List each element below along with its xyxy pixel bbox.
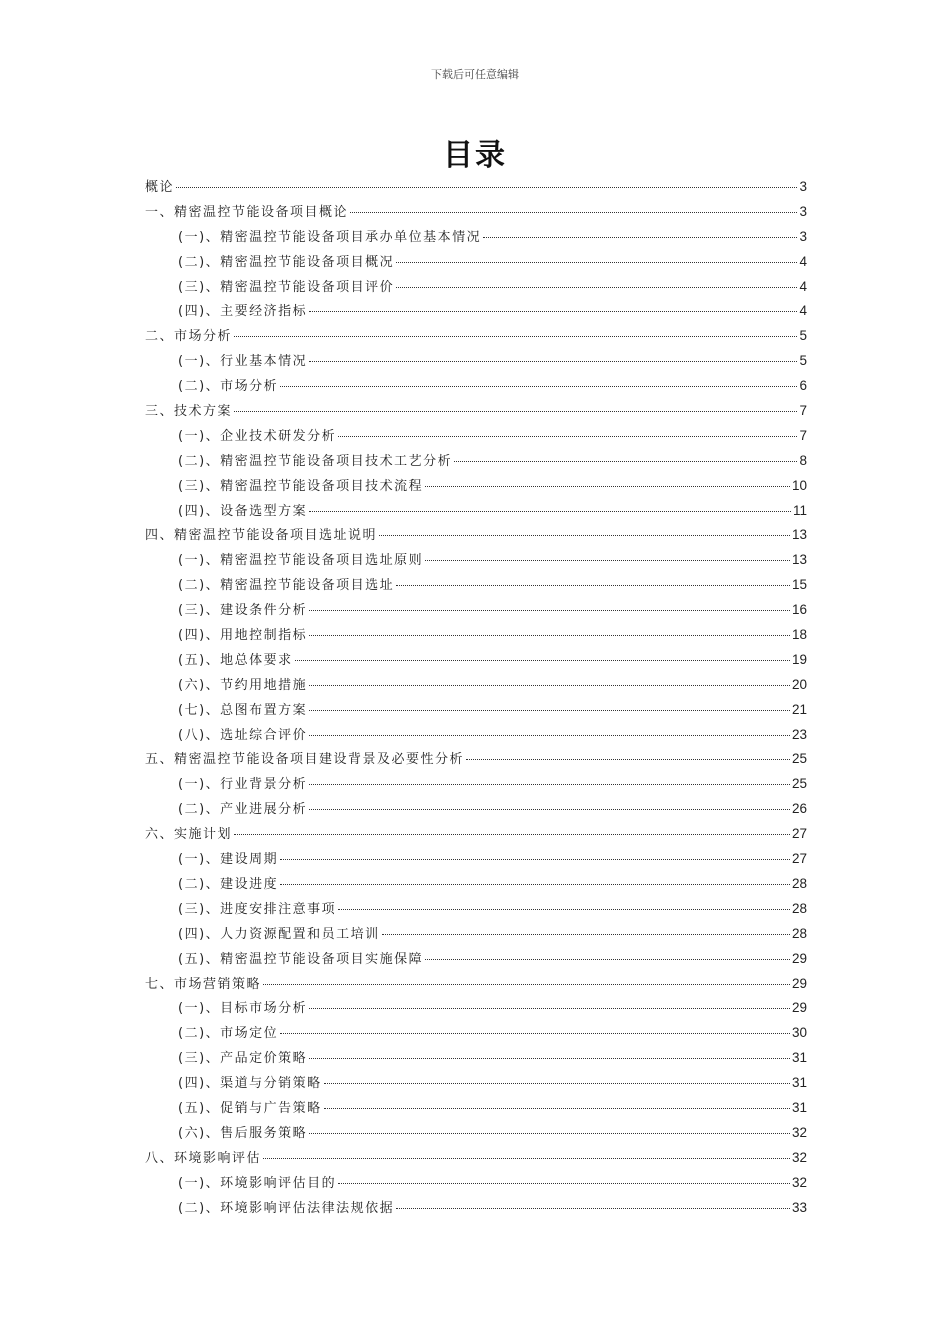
toc-page-number: 3 [799,203,807,219]
toc-dot-leader [309,783,790,785]
toc-page-number: 25 [791,751,807,767]
toc-entry-subsection[interactable] [145,1021,807,1046]
toc-entry-subsection[interactable] [145,648,807,673]
toc-entry-title: (三)、建设条件分析 [178,603,308,619]
toc-entry-title: 三、技术方案 [145,404,233,420]
toc-dot-leader [350,211,797,213]
toc-dot-leader [396,584,790,586]
toc-entry-title: (二)、建设进度 [178,876,279,892]
toc-page-number: 5 [799,328,807,344]
toc-dot-leader [483,236,797,238]
toc-page-number: 29 [791,950,807,966]
toc-dot-leader [309,360,797,362]
toc-dot-leader [309,684,790,686]
toc-entry-subsection[interactable] [145,299,807,324]
toc-dot-leader [295,659,790,661]
toc-entry-subsection[interactable] [145,673,807,698]
toc-entry-title: (四)、渠道与分销策略 [178,1076,322,1092]
page-header: 下载后可任意编辑 [431,68,519,81]
toc-entry-title: (三)、产品定价策略 [178,1051,308,1067]
toc-entry-subsection[interactable] [145,1046,807,1071]
toc-entry-subsection[interactable] [145,1096,807,1121]
toc-page-number: 23 [791,726,807,742]
toc-entry-subsection[interactable] [145,474,807,499]
toc-entry-subsection[interactable] [145,1171,807,1196]
toc-dot-leader [425,485,790,487]
toc-dot-leader [309,734,790,736]
toc-page-number: 28 [791,900,807,916]
toc-dot-leader [396,286,797,288]
page-title: 目录 [443,138,507,173]
toc-dot-leader [338,1182,790,1184]
toc-entry-subsection[interactable] [145,424,807,449]
toc-entry-section[interactable] [145,175,807,200]
toc-entry-title: (四)、人力资源配置和员工培训 [178,926,380,942]
toc-dot-leader [309,510,791,512]
toc-page-number: 13 [791,527,807,543]
toc-dot-leader [309,1007,790,1009]
toc-page-number: 31 [791,1050,807,1066]
toc-dot-leader [324,1082,790,1084]
toc-page-number: 32 [791,1174,807,1190]
toc-dot-leader [324,1107,790,1109]
toc-page-number: 11 [792,502,807,518]
toc-entry-subsection[interactable] [145,573,807,598]
toc-page-number: 20 [791,676,807,692]
toc-entry-subsection[interactable] [145,1071,807,1096]
toc-page-number: 31 [791,1099,807,1115]
toc-entry-title: 七、市场营销策略 [145,976,262,992]
toc-entry-subsection[interactable] [145,1121,807,1146]
toc-page-number: 31 [791,1075,807,1091]
toc-page-number: 28 [791,925,807,941]
toc-entry-title: (一)、行业背景分析 [178,777,308,793]
toc-entry-title: (二)、精密温控节能设备项目选址 [178,578,395,594]
toc-entry-title: (五)、地总体要求 [178,652,293,668]
toc-entry-title: (八)、选址综合评价 [178,727,308,743]
toc-dot-leader [280,385,797,387]
toc-entry-title: (四)、主要经济指标 [178,304,308,320]
toc-dot-leader [396,261,797,263]
toc-entry-section[interactable] [145,822,807,847]
toc-entry-title: (二)、市场分析 [178,379,279,395]
toc-page-number: 4 [799,278,807,294]
toc-entry-subsection[interactable] [145,872,807,897]
toc-entry-title: (三)、精密温控节能设备项目评价 [178,279,395,295]
toc-dot-leader [234,833,790,835]
toc-page-number: 6 [799,378,807,394]
toc-page-number: 29 [791,975,807,991]
toc-dot-leader [454,460,797,462]
toc-entry-title: (二)、精密温控节能设备项目技术工艺分析 [178,453,453,469]
toc-entry-title: (五)、精密温控节能设备项目实施保障 [178,951,424,967]
toc-entry-subsection[interactable] [145,374,807,399]
toc-entry-title: (七)、总图布置方案 [178,702,308,718]
toc-entry-title: (一)、精密温控节能设备项目承办单位基本情况 [178,229,482,245]
toc-entry-subsection[interactable] [145,847,807,872]
toc-entry-subsection[interactable] [145,623,807,648]
toc-page-number: 25 [791,776,807,792]
toc-entry-subsection[interactable] [145,250,807,275]
toc-entry-section[interactable] [145,747,807,772]
toc-entry-subsection[interactable] [145,996,807,1021]
toc-entry-title: (二)、精密温控节能设备项目概况 [178,254,395,270]
toc-entry-section[interactable] [145,972,807,997]
table-of-contents [145,175,807,1220]
toc-entry-title: (四)、用地控制指标 [178,628,308,644]
toc-entry-subsection[interactable] [145,698,807,723]
toc-entry-subsection[interactable] [145,598,807,623]
toc-entry-title: (五)、促销与广告策略 [178,1100,322,1116]
toc-entry-subsection[interactable] [145,449,807,474]
toc-dot-leader [466,758,790,760]
toc-entry-title: 一、精密温控节能设备项目概论 [145,204,349,220]
toc-dot-leader [280,858,790,860]
toc-dot-leader [234,335,797,337]
toc-page-number: 8 [799,452,807,468]
toc-page-number: 3 [799,228,807,244]
toc-page-number: 19 [791,651,807,667]
toc-entry-title: 六、实施计划 [145,827,233,843]
toc-page-number: 30 [791,1025,807,1041]
toc-page-number: 27 [791,851,807,867]
toc-entry-subsection[interactable] [145,1196,807,1221]
toc-dot-leader [263,1157,790,1159]
toc-page-number: 28 [791,875,807,891]
toc-page-number: 21 [791,701,807,717]
toc-dot-leader [309,634,790,636]
toc-entry-section[interactable] [145,399,807,424]
toc-entry-subsection[interactable] [145,797,807,822]
toc-entry-title: (三)、精密温控节能设备项目技术流程 [178,478,424,494]
toc-entry-title: (四)、设备选型方案 [178,503,308,519]
toc-entry-title: (一)、行业基本情况 [178,354,308,370]
toc-dot-leader [309,1057,790,1059]
toc-entry-title: 概论 [145,180,175,195]
toc-entry-subsection[interactable] [145,349,807,374]
toc-entry-section[interactable] [145,523,807,548]
toc-entry-subsection[interactable] [145,947,807,972]
toc-entry-section[interactable] [145,324,807,349]
toc-page-number: 27 [791,826,807,842]
toc-dot-leader [309,1132,790,1134]
toc-page-number: 18 [791,627,807,643]
toc-dot-leader [280,1032,790,1034]
toc-page-number: 13 [791,552,807,568]
toc-entry-subsection[interactable] [145,225,807,250]
toc-page-number: 7 [799,403,807,419]
toc-dot-leader [382,933,790,935]
toc-entry-subsection[interactable] [145,897,807,922]
toc-entry-title: (二)、产业进展分析 [178,802,308,818]
toc-dot-leader [263,983,790,985]
toc-page-number: 3 [799,179,807,194]
toc-entry-subsection[interactable] [145,548,807,573]
toc-entry-section[interactable] [145,1146,807,1171]
toc-entry-title: 二、市场分析 [145,329,233,345]
toc-dot-leader [176,186,797,188]
toc-dot-leader [280,883,790,885]
toc-entry-title: (六)、节约用地措施 [178,677,308,693]
toc-page-number: 32 [791,1149,807,1165]
toc-dot-leader [234,410,797,412]
toc-page-number: 32 [791,1124,807,1140]
toc-entry-title: (一)、目标市场分析 [178,1001,308,1017]
toc-page-number: 4 [799,253,807,269]
toc-entry-title: (六)、售后服务策略 [178,1125,308,1141]
toc-entry-title: (二)、市场定位 [178,1026,279,1042]
toc-page-number: 29 [791,1000,807,1016]
toc-entry-subsection[interactable] [145,922,807,947]
toc-entry-title: (三)、进度安排注意事项 [178,901,337,917]
toc-page-number: 5 [799,353,807,369]
toc-page-number: 33 [791,1199,807,1215]
toc-entry-title: (一)、精密温控节能设备项目选址原则 [178,553,424,569]
toc-page-number: 16 [791,602,807,618]
toc-entry-title: 四、精密温控节能设备项目选址说明 [145,528,378,544]
toc-page-number: 10 [791,477,807,493]
toc-page-number: 4 [799,303,807,319]
toc-entry-title: 五、精密温控节能设备项目建设背景及必要性分析 [145,752,465,768]
toc-dot-leader [425,958,790,960]
toc-page-number: 26 [791,801,807,817]
toc-page-number: 7 [799,427,807,443]
toc-entry-subsection[interactable] [145,772,807,797]
toc-entry-title: (二)、环境影响评估法律法规依据 [178,1200,395,1216]
toc-dot-leader [338,908,790,910]
toc-page-number: 15 [791,577,807,593]
toc-entry-title: (一)、环境影响评估目的 [178,1175,337,1191]
toc-dot-leader [425,559,790,561]
toc-dot-leader [309,310,797,312]
toc-dot-leader [309,709,790,711]
toc-entry-subsection[interactable] [145,275,807,300]
toc-entry-section[interactable] [145,200,807,225]
toc-entry-subsection[interactable] [145,723,807,748]
toc-dot-leader [309,808,790,810]
toc-dot-leader [309,609,790,611]
toc-dot-leader [379,534,790,536]
toc-entry-title: (一)、建设周期 [178,852,279,868]
toc-entry-subsection[interactable] [145,499,807,524]
toc-entry-title: 八、环境影响评估 [145,1150,262,1166]
toc-dot-leader [338,435,797,437]
toc-dot-leader [396,1207,790,1209]
toc-entry-title: (一)、企业技术研发分析 [178,428,337,444]
